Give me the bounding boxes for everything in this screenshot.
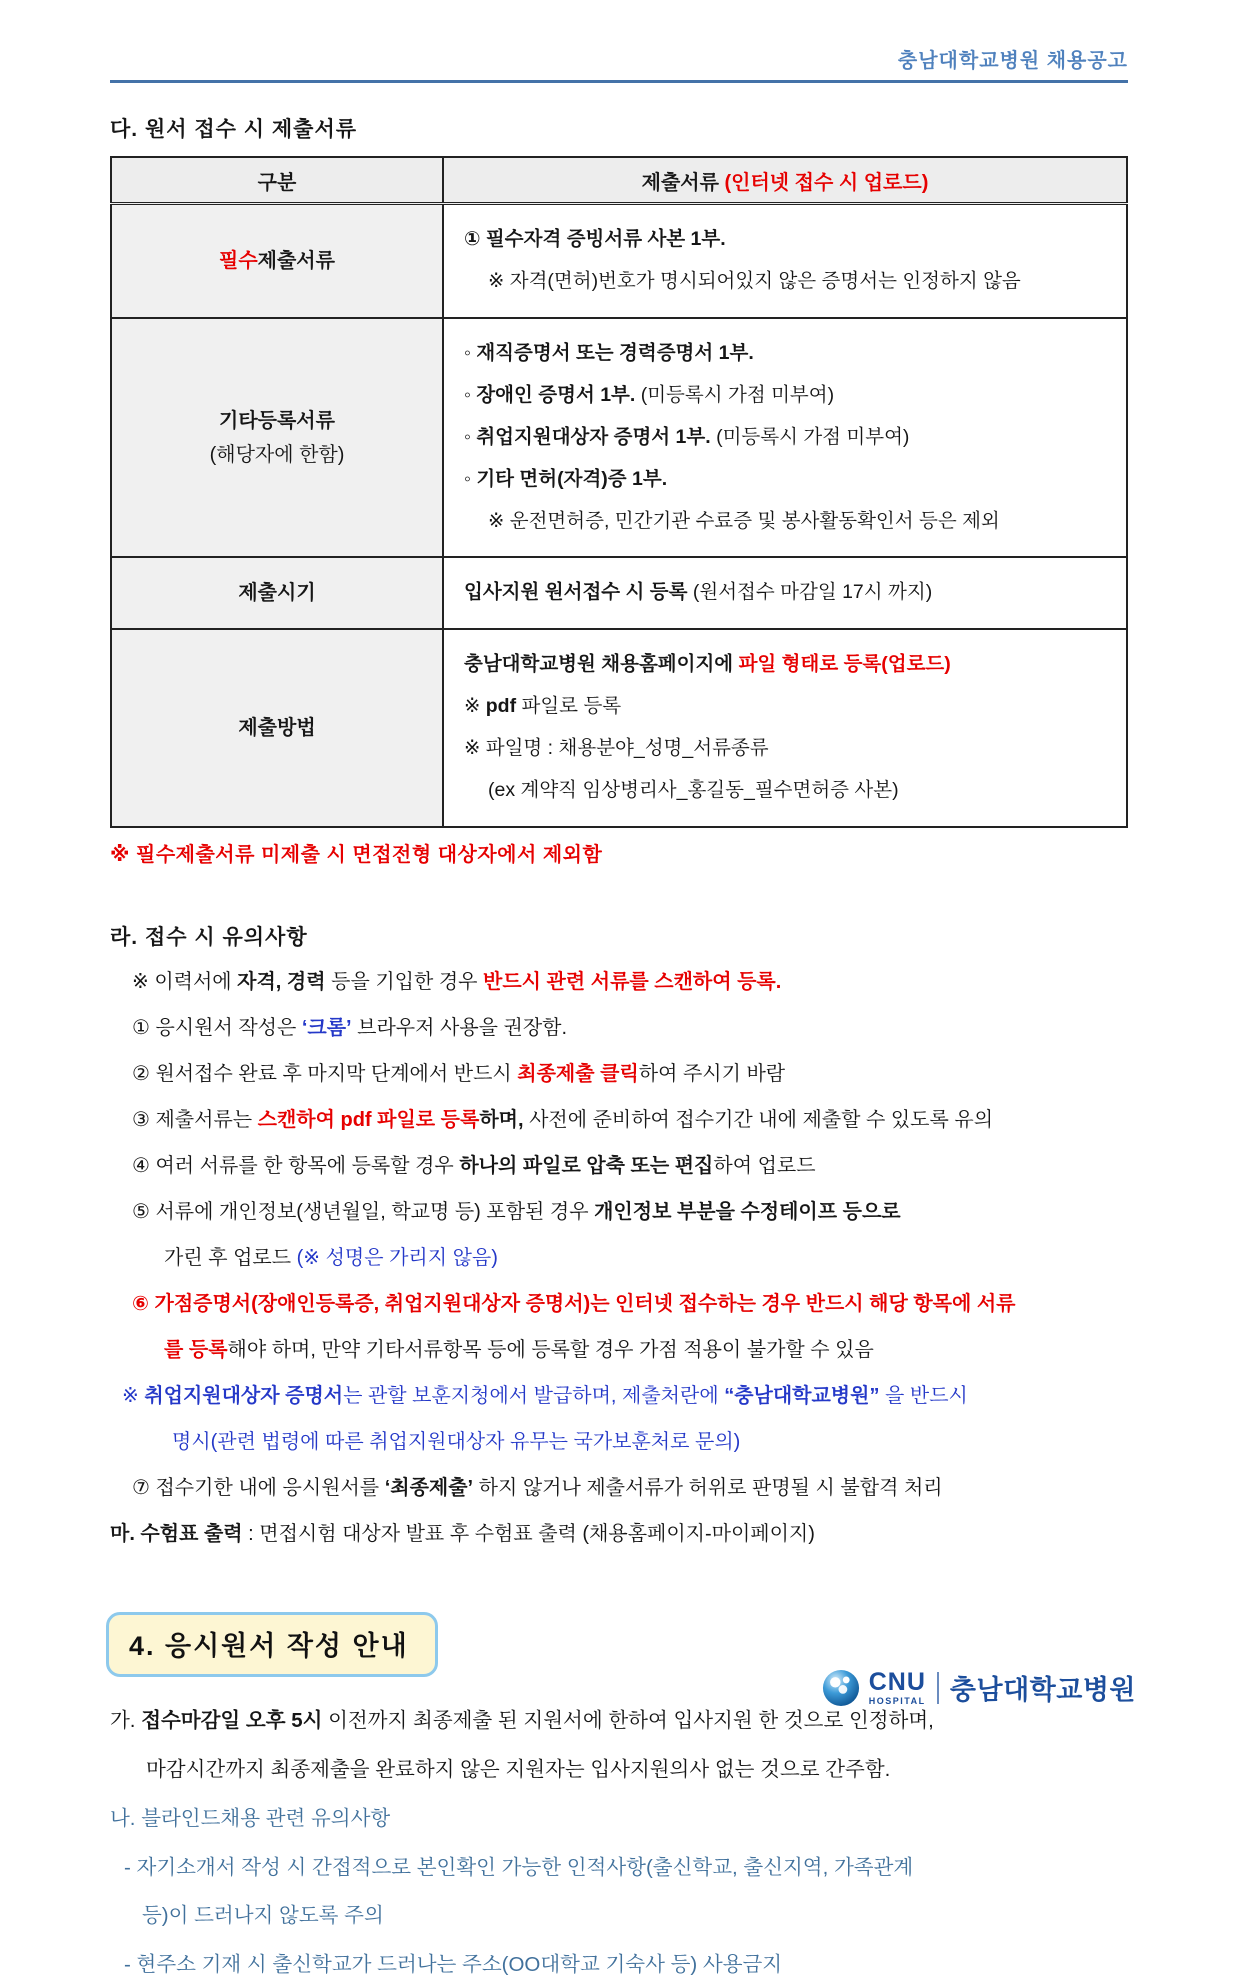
- row-content-other-docs: [443, 318, 1127, 558]
- list-item-continuation: 가린 후 업로드 (※ 성명은 가리지 않음): [164, 1247, 498, 1270]
- list-item: ① 응시원서 작성은 ‘크롬’ 브라우저 사용을 권장함.: [132, 1017, 568, 1040]
- hospital-name-text: 충남대학교병원: [949, 1675, 1136, 1705]
- list-item: ⑥ 가점증명서(장애인등록증, 취업지원대상자 증명서)는 인터넷 접수하는 경우 반드시 해당 항목에 서류: [132, 1293, 1016, 1316]
- content-line: ※ 운전면허증, 민간기관 수료증 및 봉사활동확인서 등은 제외: [488, 509, 1000, 532]
- content-line: 충남대학교병원 채용홈페이지에 파일 형태로 등록(업로드): [464, 653, 951, 676]
- content-line: ◦ 장애인 증명서 1부. (미등록시 가점 미부여): [464, 383, 835, 406]
- cnu-globe-icon: [822, 1669, 860, 1707]
- logo-divider: [937, 1672, 939, 1704]
- content-line: ◦ 취업지원대상자 증명서 1부. (미등록시 가점 미부여): [464, 425, 910, 448]
- blind-hiring-note: - 현주소 기재 시 출신학교가 드러나는 주소(OO대학교 기숙사 등) 사용금지: [124, 1953, 783, 1977]
- table-header-row: [111, 157, 1127, 204]
- list-item: ※ 이력서에 자격, 경력 등을 기입한 경우 반드시 관련 서류를 스캔하여 등록.: [132, 971, 782, 994]
- list-item: ② 원서접수 완료 후 마지막 단계에서 반드시 최종제출 클릭하여 주시기 바람: [132, 1063, 786, 1086]
- list-item: ⑤ 서류에 개인정보(생년월일, 학교명 등) 포함된 경우 개인정보 부분을 수정테이프 등으로: [132, 1201, 901, 1224]
- submission-documents-table: [110, 156, 1128, 828]
- row-content-submission-time: [443, 557, 1127, 629]
- content-line: ※ 파일명 : 채용분야_성명_서류종류: [464, 737, 769, 760]
- table-row: [111, 318, 1127, 558]
- paragraph-ga-continuation: 마감시간까지 최종제출을 완료하지 않은 지원자는 입사지원의사 없는 것으로 간주함.: [146, 1757, 891, 1781]
- section-ma-line: 마. 수험표 출력 : 면접시험 대상자 발표 후 수험표 출력 (채용홈페이지-마이페이지): [110, 1523, 815, 1546]
- row-label-submission-method: 제출방법: [111, 629, 443, 827]
- document-header-title: 충남대학교병원 채용공고: [897, 50, 1128, 72]
- cnu-logo-text: [868, 1667, 926, 1706]
- blind-hiring-note: - 자기소개서 작성 시 간접적으로 본인확인 가능한 인적사항(출신학교, 출신지역, 가족관계: [124, 1855, 914, 1879]
- cnu-logo-hospital-label: HOSPITAL: [868, 1695, 926, 1706]
- table-header-documents: 제출서류 (인터넷 접수 시 업로드): [443, 157, 1127, 204]
- table-row: [111, 204, 1127, 318]
- header-rule: [110, 80, 1128, 83]
- content-line: ① 필수자격 증빙서류 사본 1부.: [464, 228, 726, 250]
- table-footnote: ※ 필수제출서류 미제출 시 면접전형 대상자에서 제외함: [110, 844, 603, 867]
- list-item: ③ 제출서류는 스캔하여 pdf 파일로 등록하며, 사전에 준비하여 접수기간 내에 제출할 수 있도록 유의: [132, 1109, 994, 1132]
- list-item-continuation: 를 등록해야 하며, 만약 기타서류항목 등에 등록할 경우 가점 적용이 불가할 수 있음: [164, 1339, 874, 1362]
- blind-hiring-note-continuation: 등)이 드러나지 않도록 주의: [142, 1904, 384, 1928]
- notice-list: [110, 967, 1128, 1550]
- row-label-other-docs: 기타등록서류 (해당자에 한함): [111, 318, 443, 558]
- list-item: ④ 여러 서류를 한 항목에 등록할 경우 하나의 파일로 압축 또는 편집하여 업로드: [132, 1155, 816, 1178]
- row-content-submission-method: [443, 629, 1127, 827]
- table-row: [111, 557, 1127, 629]
- content-line: (ex 계약직 임상병리사_홍길동_필수면허증 사본): [488, 779, 899, 802]
- cnu-logo-acronym: CNU: [868, 1667, 926, 1696]
- content-line: ※ pdf 파일로 등록: [464, 695, 622, 718]
- section-4-title-badge: 4. 응시원서 작성 안내: [106, 1612, 438, 1677]
- content-line: ◦ 기타 면허(자격)증 1부.: [464, 467, 668, 490]
- section-ra-heading: 라. 접수 시 유의사항: [110, 926, 308, 950]
- content-line: ※ 자격(면허)번호가 명시되어있지 않은 증명서는 인정하지 않음: [488, 269, 1021, 292]
- row-label-submission-time: 제출시기: [111, 557, 443, 629]
- section-na-heading: 나. 블라인드채용 관련 유의사항: [110, 1806, 391, 1830]
- content-line: 입사지원 원서접수 시 등록 (원서접수 마감일 17시 까지): [464, 581, 933, 604]
- content-line: ◦ 재직증명서 또는 경력증명서 1부.: [464, 341, 754, 364]
- hospital-logo: [822, 1668, 1136, 1707]
- list-item-continuation: 명시(관련 법령에 따른 취업지원대상자 유무는 국가보훈처로 문의): [172, 1431, 741, 1454]
- section-da-heading: 다. 원서 접수 시 제출서류: [110, 118, 358, 141]
- row-label-required-docs: 필수제출서류: [111, 204, 443, 318]
- table-header-category: 구분: [111, 157, 443, 204]
- paragraph-ga-line: 가. 접수마감일 오후 5시 이전까지 최종제출 된 지원서에 한하여 입사지원 한 것으로 인정하며,: [110, 1709, 934, 1733]
- table-row: [111, 629, 1127, 827]
- list-item: ※ 취업지원대상자 증명서는 관할 보훈지청에서 발급하며, 제출처란에 “충남대학교병원” 을 반드시: [122, 1385, 968, 1408]
- list-item: ⑦ 접수기한 내에 응시원서를 ‘최종제출’ 하지 않거나 제출서류가 허위로 판명될 시 불합격 처리: [132, 1477, 943, 1500]
- row-content-required-docs: [443, 204, 1127, 318]
